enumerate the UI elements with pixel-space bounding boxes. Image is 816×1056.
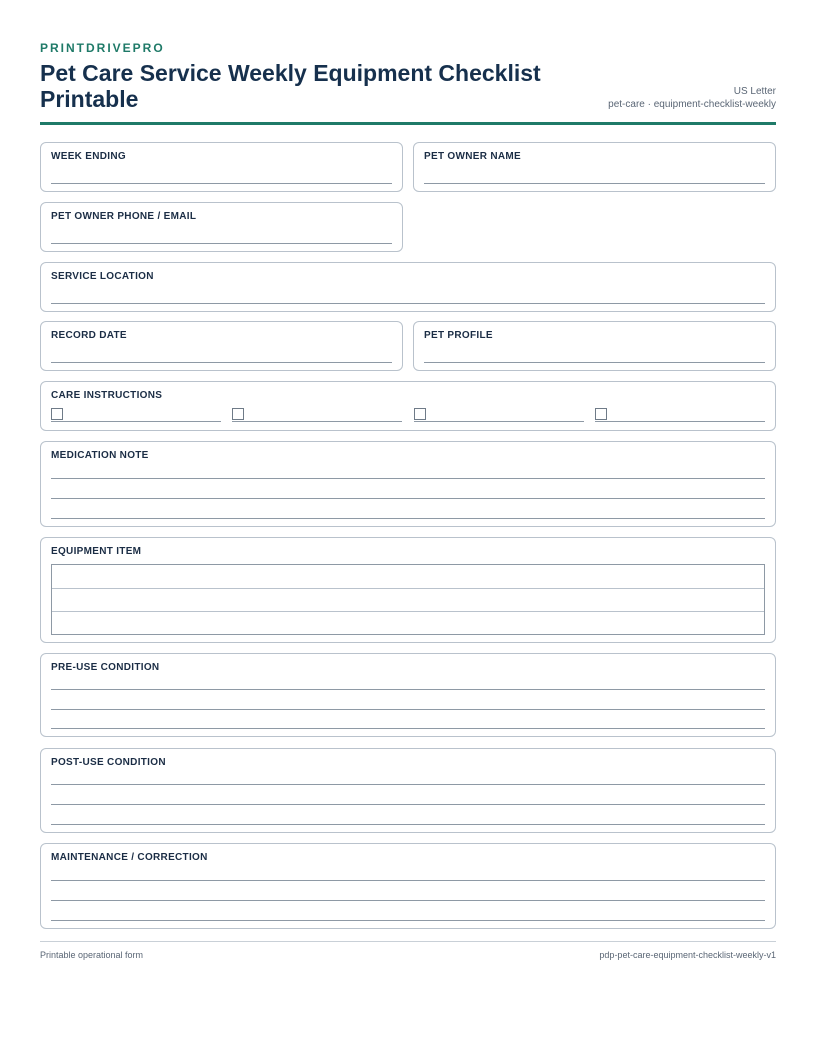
care-instruction-line-2[interactable] xyxy=(232,421,402,422)
pet-profile-line[interactable] xyxy=(424,362,765,363)
maintenance-correction-line-3[interactable] xyxy=(51,920,765,921)
equipment-table-row-divider-1 xyxy=(52,588,764,589)
week-ending-line[interactable] xyxy=(51,183,392,184)
care-instructions-field xyxy=(40,381,776,431)
pet-owner-name-line[interactable] xyxy=(424,183,765,184)
pet-owner-contact-line[interactable] xyxy=(51,243,392,244)
pre-use-condition-field[interactable] xyxy=(40,653,776,737)
paper-size: US Letter xyxy=(733,86,776,97)
medication-note-line-2[interactable] xyxy=(51,498,765,499)
header-divider xyxy=(40,122,776,125)
week-ending-label: WEEK ENDING xyxy=(51,151,126,162)
footer-form-id: pdp-pet-care-equipment-checklist-weekly-v1 xyxy=(599,950,776,960)
care-instruction-line-3[interactable] xyxy=(414,421,584,422)
care-instruction-line-4[interactable] xyxy=(595,421,765,422)
pet-profile-field[interactable] xyxy=(413,321,776,371)
maintenance-correction-line-2[interactable] xyxy=(51,900,765,901)
checkbox-3[interactable] xyxy=(414,408,426,420)
page-title: Pet Care Service Weekly Equipment Checklist Printable xyxy=(40,60,541,112)
medication-note-field[interactable] xyxy=(40,441,776,527)
care-instruction-item-4[interactable] xyxy=(595,408,765,422)
checkbox-2[interactable] xyxy=(232,408,244,420)
medication-note-line-3[interactable] xyxy=(51,518,765,519)
post-use-condition-line-3[interactable] xyxy=(51,824,765,825)
pet-owner-name-field[interactable] xyxy=(413,142,776,192)
service-location-label: SERVICE LOCATION xyxy=(51,271,154,282)
medication-note-line-1[interactable] xyxy=(51,478,765,479)
care-instructions-label: CARE INSTRUCTIONS xyxy=(51,390,163,401)
pet-owner-contact-label: PET OWNER PHONE / EMAIL xyxy=(51,211,197,222)
record-date-line[interactable] xyxy=(51,362,392,363)
document-meta xyxy=(608,85,776,111)
pre-use-condition-line-2[interactable] xyxy=(51,709,765,710)
footer-divider xyxy=(40,941,776,942)
pre-use-condition-label: PRE-USE CONDITION xyxy=(51,662,160,673)
record-date-field[interactable] xyxy=(40,321,403,371)
post-use-condition-label: POST-USE CONDITION xyxy=(51,757,166,768)
post-use-condition-line-1[interactable] xyxy=(51,784,765,785)
care-instruction-line-1[interactable] xyxy=(51,421,221,422)
maintenance-correction-field[interactable] xyxy=(40,843,776,929)
care-instruction-item-1[interactable] xyxy=(51,408,221,422)
pre-use-condition-line-3[interactable] xyxy=(51,728,765,729)
pet-profile-label: PET PROFILE xyxy=(424,330,493,341)
care-instruction-item-2[interactable] xyxy=(232,408,402,422)
service-location-field[interactable] xyxy=(40,262,776,312)
service-location-line[interactable] xyxy=(51,303,765,304)
care-instruction-item-3[interactable] xyxy=(414,408,584,422)
checkbox-1[interactable] xyxy=(51,408,63,420)
document-slug: pet-care · equipment-checklist-weekly xyxy=(608,99,776,110)
post-use-condition-field[interactable] xyxy=(40,748,776,833)
footer-description: Printable operational form xyxy=(40,950,144,960)
equipment-table-row-divider-2 xyxy=(52,611,764,612)
equipment-item-field xyxy=(40,537,776,643)
maintenance-correction-line-1[interactable] xyxy=(51,880,765,881)
post-use-condition-line-2[interactable] xyxy=(51,804,765,805)
pre-use-condition-line-1[interactable] xyxy=(51,689,765,690)
brand-logo-text: PRINTDRIVEPRO xyxy=(40,41,165,55)
record-date-label: RECORD DATE xyxy=(51,330,127,341)
maintenance-correction-label: MAINTENANCE / CORRECTION xyxy=(51,852,208,863)
equipment-table[interactable] xyxy=(51,564,765,635)
pet-owner-contact-field[interactable] xyxy=(40,202,403,252)
medication-note-label: MEDICATION NOTE xyxy=(51,450,149,461)
pet-owner-name-label: PET OWNER NAME xyxy=(424,151,521,162)
week-ending-field[interactable] xyxy=(40,142,403,192)
equipment-item-label: EQUIPMENT ITEM xyxy=(51,546,142,557)
checkbox-4[interactable] xyxy=(595,408,607,420)
